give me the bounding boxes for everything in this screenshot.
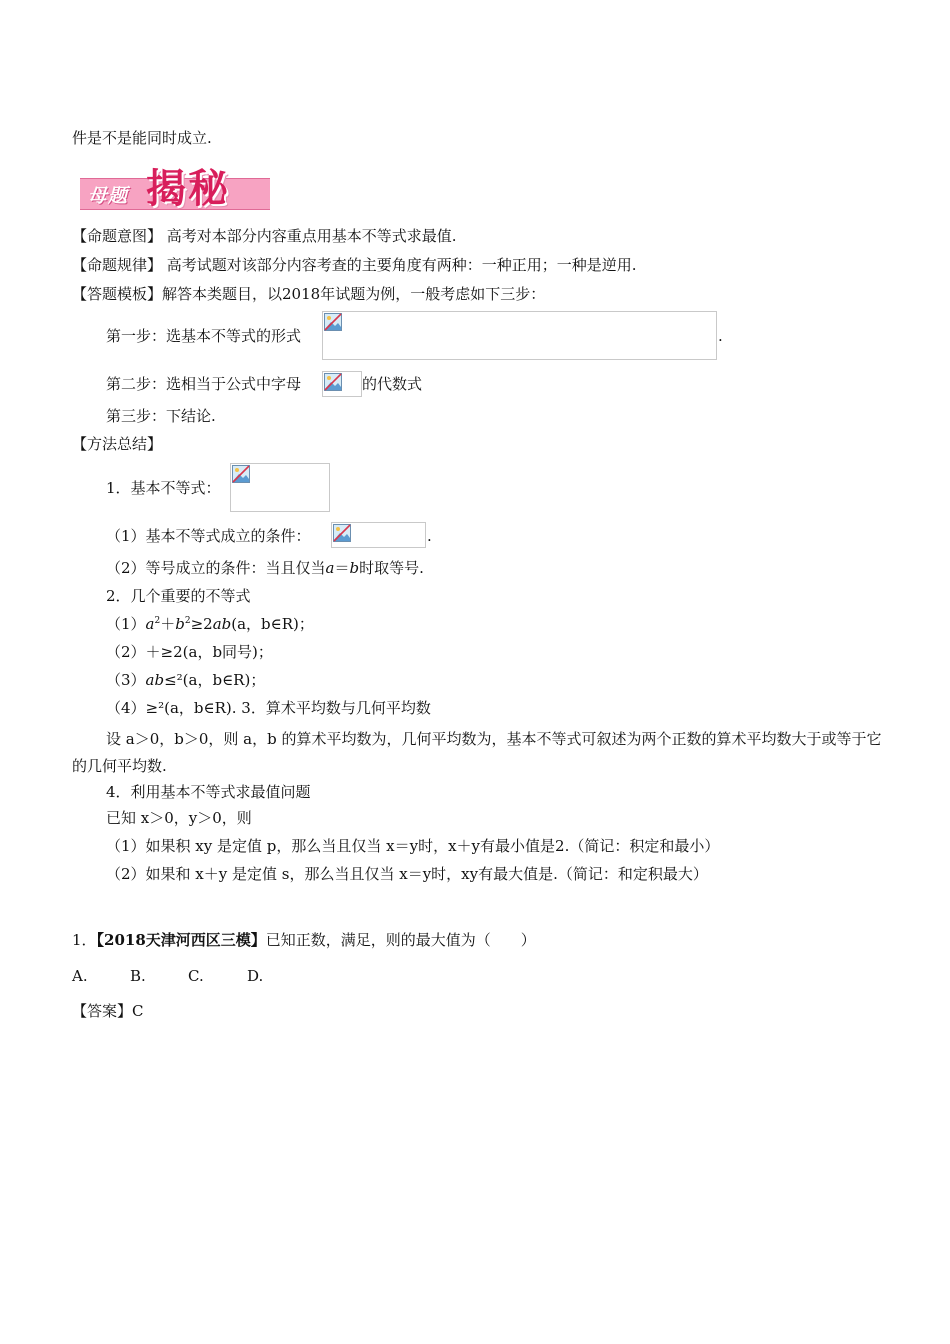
step-1: 第一步：选基本不等式的形式: [106, 327, 302, 345]
rule-text: 高考试题对该部分内容考查的主要角度有两种：一种正用；一种是逆用.: [162, 256, 637, 274]
key-point-1: （1）如果积 xy 是定值 p，那么当且仅当 x＝y时，x＋y有最小值是2.（简记：积定和最小）: [106, 837, 720, 855]
key-point-2: （2）如果和 x＋y 是定值 s，那么当且仅当 x＝y时，xy有最大值是.（简记：和定积最大）: [106, 865, 708, 883]
question-1: 1．【2018天津河西区三模】已知正数，满足，则的最大值为（ ）: [72, 931, 536, 949]
summary-heading-2: 2．几个重要的不等式: [106, 587, 251, 605]
option-c: C.: [188, 967, 204, 985]
rule-line: [72, 255, 637, 275]
broken-image-icon: [232, 465, 250, 483]
intent-text: 高考对本部分内容重点用基本不等式求最值.: [162, 227, 457, 245]
question-text: 已知正数，满足，则的最大值为（ ）: [265, 931, 536, 949]
template-label: 【答题模板】: [72, 285, 163, 303]
mean-paragraph: 设 a＞0，b＞0，则 a，b 的算术平均数为，几何平均数为，基本不等式可叙述为两个正数的算术平均数大于或等于它的几何平均数.: [72, 730, 882, 775]
condition-2: （2）等号成立的条件：当且仅当a＝b时取等号.: [106, 559, 424, 577]
step-3: 第三步：下结论.: [106, 407, 216, 425]
summary-heading-1: 1．基本不等式：: [106, 479, 221, 497]
broken-image-icon: [333, 524, 351, 542]
inequality-3: （3）ab≤²(a，b∈R)；: [106, 671, 266, 689]
question-source: 【2018天津河西区三模】: [96, 931, 266, 949]
broken-image-icon: [324, 313, 342, 331]
given-line: 已知 x＞0，y＞0，则: [106, 809, 252, 827]
template-text: 解答本类题目，以2018年试题为例，一般考虑如下三步：: [162, 285, 546, 303]
intent-line: [72, 226, 457, 246]
answer-line: [72, 1001, 144, 1021]
template-line: [72, 284, 545, 304]
condition-1-end: .: [427, 527, 432, 545]
answer-label: 【答案】: [72, 1002, 133, 1020]
method-label: 【方法总结】: [72, 435, 163, 453]
banner-big-text: 揭秘: [146, 166, 230, 212]
intro-line: 件是不是能同时成立.: [72, 129, 212, 147]
mother-question-banner: [80, 163, 270, 213]
inequality-2: （2）＋≥2(a，b同号)；: [106, 643, 273, 661]
option-b: B.: [130, 967, 146, 985]
option-d: D.: [247, 967, 264, 985]
inequality-4: （4）≥²(a，b∈R). 3．算术平均数与几何平均数: [106, 699, 431, 717]
step-2-start: 第二步：选相当于公式中字母: [106, 375, 302, 393]
rule-label: 【命题规律】: [72, 256, 163, 274]
formula-image-placeholder: [322, 311, 717, 360]
summary-heading-4: 4．利用基本不等式求最值问题: [106, 783, 311, 801]
option-a: A.: [72, 967, 88, 985]
step-1-end: .: [718, 327, 723, 345]
broken-image-icon: [324, 373, 342, 391]
formula-image-placeholder: [230, 463, 330, 512]
banner-small-text: 母题: [88, 185, 129, 207]
formula-image-placeholder: [322, 371, 362, 397]
intent-label: 【命题意图】: [72, 227, 163, 245]
condition-1: （1）基本不等式成立的条件：: [106, 527, 311, 545]
inequality-1: $(1)a^2+b^2\ge 2ab(a$，b∈R)；: [106, 615, 314, 633]
answer-value: C: [132, 1002, 144, 1020]
step-2-end: 的代数式: [362, 375, 423, 393]
formula-image-placeholder: [331, 522, 426, 548]
